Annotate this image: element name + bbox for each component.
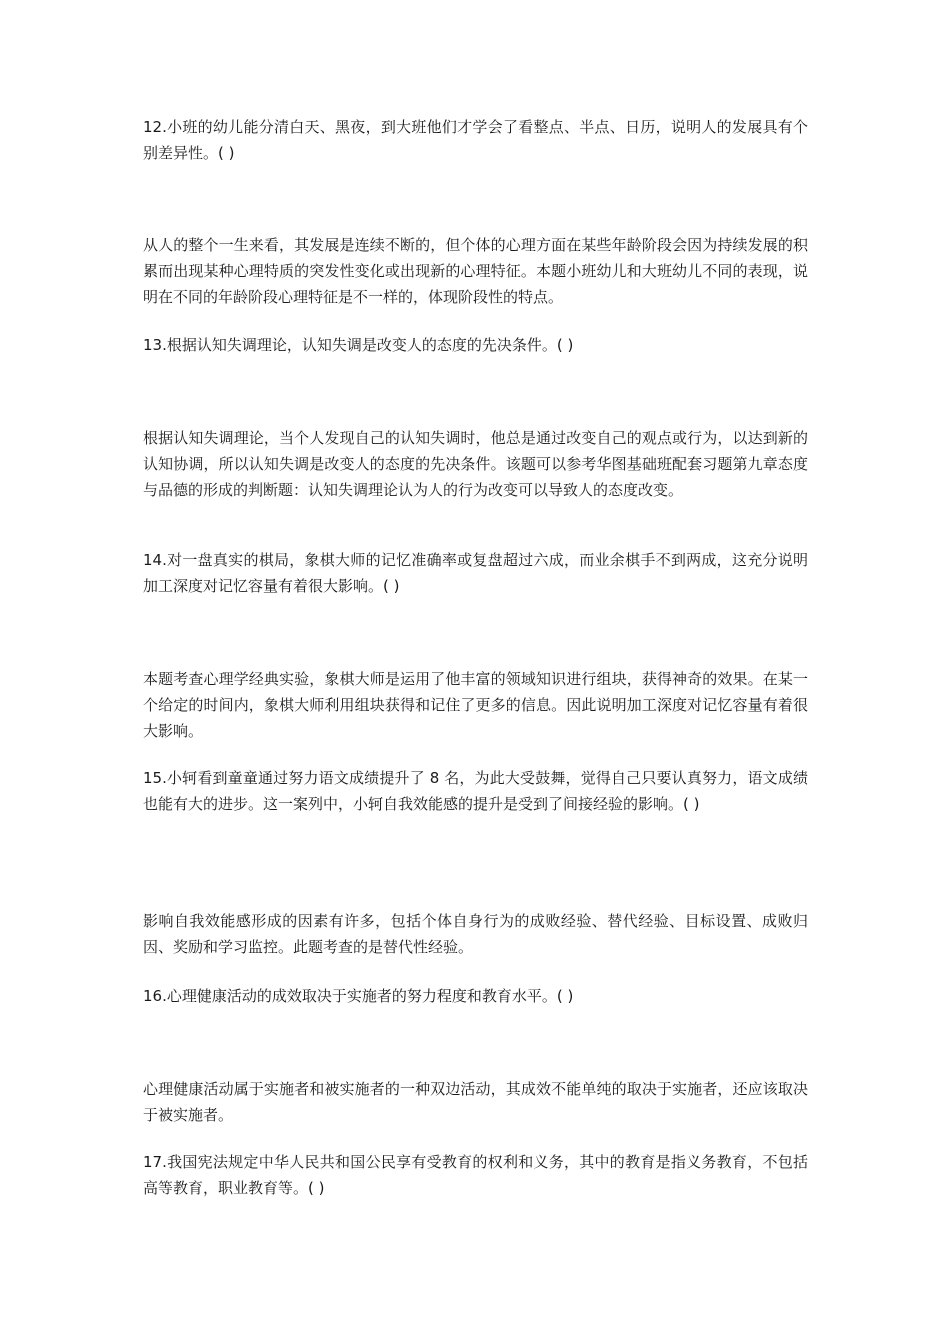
question-13: 13.根据认知失调理论，认知失调是改变人的态度的先决条件。( ): [143, 336, 574, 354]
question-15: 15.小轲看到童童通过努力语文成绩提升了 8 名，为此大受鼓舞，觉得自己只要认真努力，语文成绩也能有大的进步。这一案列中，小轲自我效能感的提升是受到了间接经验的影响。( ): [143, 769, 808, 813]
explanation-14: 本题考查心理学经典实验，象棋大师是运用了他丰富的领域知识进行组块，获得神奇的效果。在某一个给定的时间内，象棋大师利用组块获得和记住了更多的信息。因此说明加工深度对记忆容量有着很大影响。: [143, 670, 808, 740]
explanation-15: 影响自我效能感形成的因素有许多，包括个体自身行为的成败经验、替代经验、目标设置、成败归因、奖励和学习监控。此题考查的是替代性经验。: [143, 912, 808, 956]
explanation-13: 根据认知失调理论，当个人发现自己的认知失调时，他总是通过改变自己的观点或行为，以达到新的认知协调，所以认知失调是改变人的态度的先决条件。该题可以参考华图基础班配套习题第九章态度与品德的形成的判断题：认知失调理论认为人的行为改变可以导致人的态度改变。: [143, 429, 808, 499]
explanation-16: 心理健康活动属于实施者和被实施者的一种双边活动，其成效不能单纯的取决于实施者，还应该取决于被实施者。: [143, 1080, 808, 1124]
explanation-12: 从人的整个一生来看，其发展是连续不断的，但个体的心理方面在某些年龄阶段会因为持续发展的积累而出现某种心理特质的突发性变化或出现新的心理特征。本题小班幼儿和大班幼儿不同的表现，说明在不同的年龄阶段心理特征是不一样的，体现阶段性的特点。: [143, 236, 808, 306]
question-14: 14.对一盘真实的棋局，象棋大师的记忆准确率或复盘超过六成，而业余棋手不到两成，这充分说明加工深度对记忆容量有着很大影响。( ): [143, 551, 808, 595]
question-17: 17.我国宪法规定中华人民共和国公民享有受教育的权利和义务，其中的教育是指义务教育，不包括高等教育，职业教育等。( ): [143, 1153, 808, 1197]
question-12: 12.小班的幼儿能分清白天、黑夜，到大班他们才学会了看整点、半点、日历，说明人的发展具有个别差异性。( ): [143, 118, 808, 162]
question-16: 16.心理健康活动的成效取决于实施者的努力程度和教育水平。( ): [143, 987, 574, 1005]
